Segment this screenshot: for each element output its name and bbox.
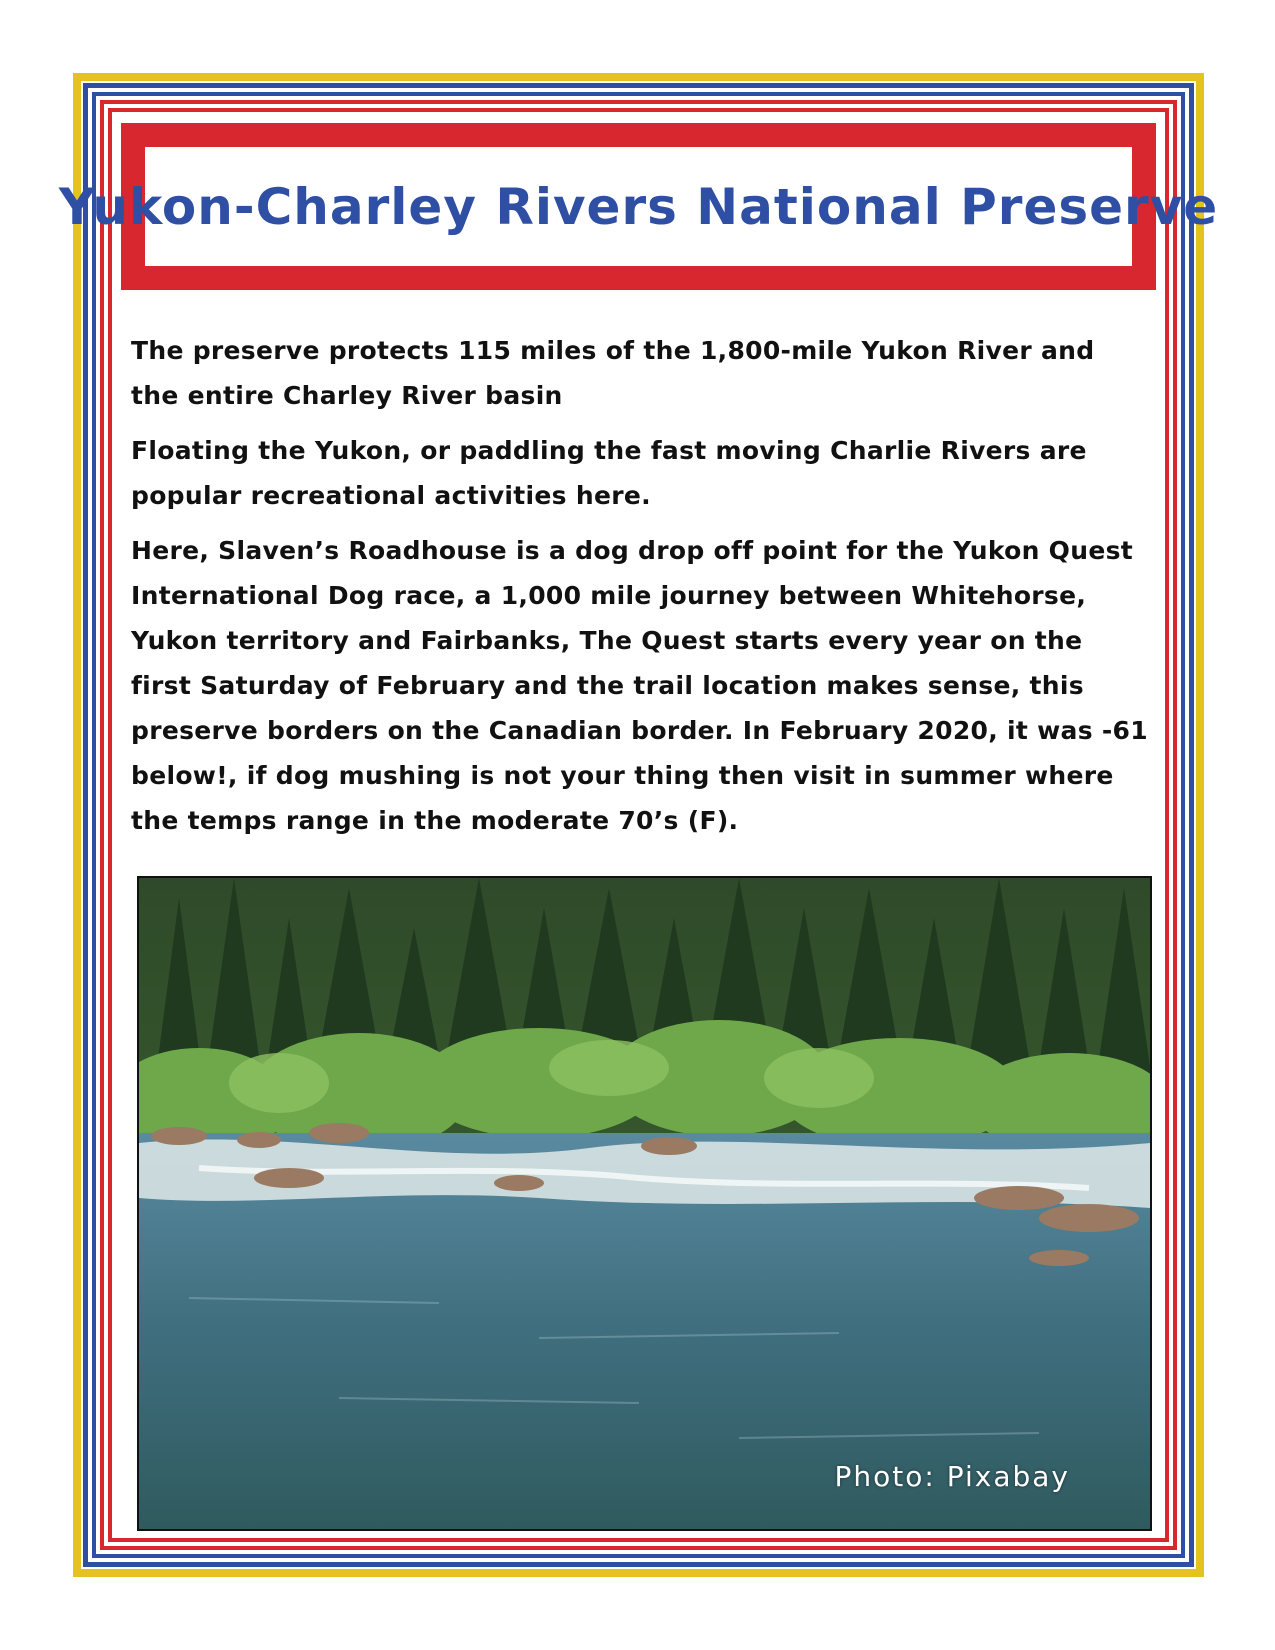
page-title: Yukon-Charley Rivers National Preserve xyxy=(58,177,1219,236)
photo-credit: Photo: Pixabay xyxy=(834,1460,1070,1493)
river-photo-illustration xyxy=(139,878,1150,1529)
paragraph-3: Here, Slaven’s Roadhouse is a dog drop off point for the Yukon Quest International Dog race, a 1,000 mile journey between Whitehorse, Yukon territory and Fairbanks, The Quest starts every year on the first Saturday of February and the trail location makes sense, this preserve borders on the Canadian border. In February 2020, it was -61 below!, if dog mushing is not your thing then visit in summer where the temps range in the moderate 70’s (F). xyxy=(131,536,1148,835)
paragraph-2: Floating the Yukon, or paddling the fast moving Charlie Rivers are popular recreational activities here. xyxy=(131,436,1087,510)
river-photo xyxy=(137,876,1152,1531)
title-banner xyxy=(58,123,1219,290)
paragraph-1: The preserve protects 115 miles of the 1,800-mile Yukon River and the entire Charley River basin xyxy=(131,336,1095,410)
body-text xyxy=(131,328,1151,853)
